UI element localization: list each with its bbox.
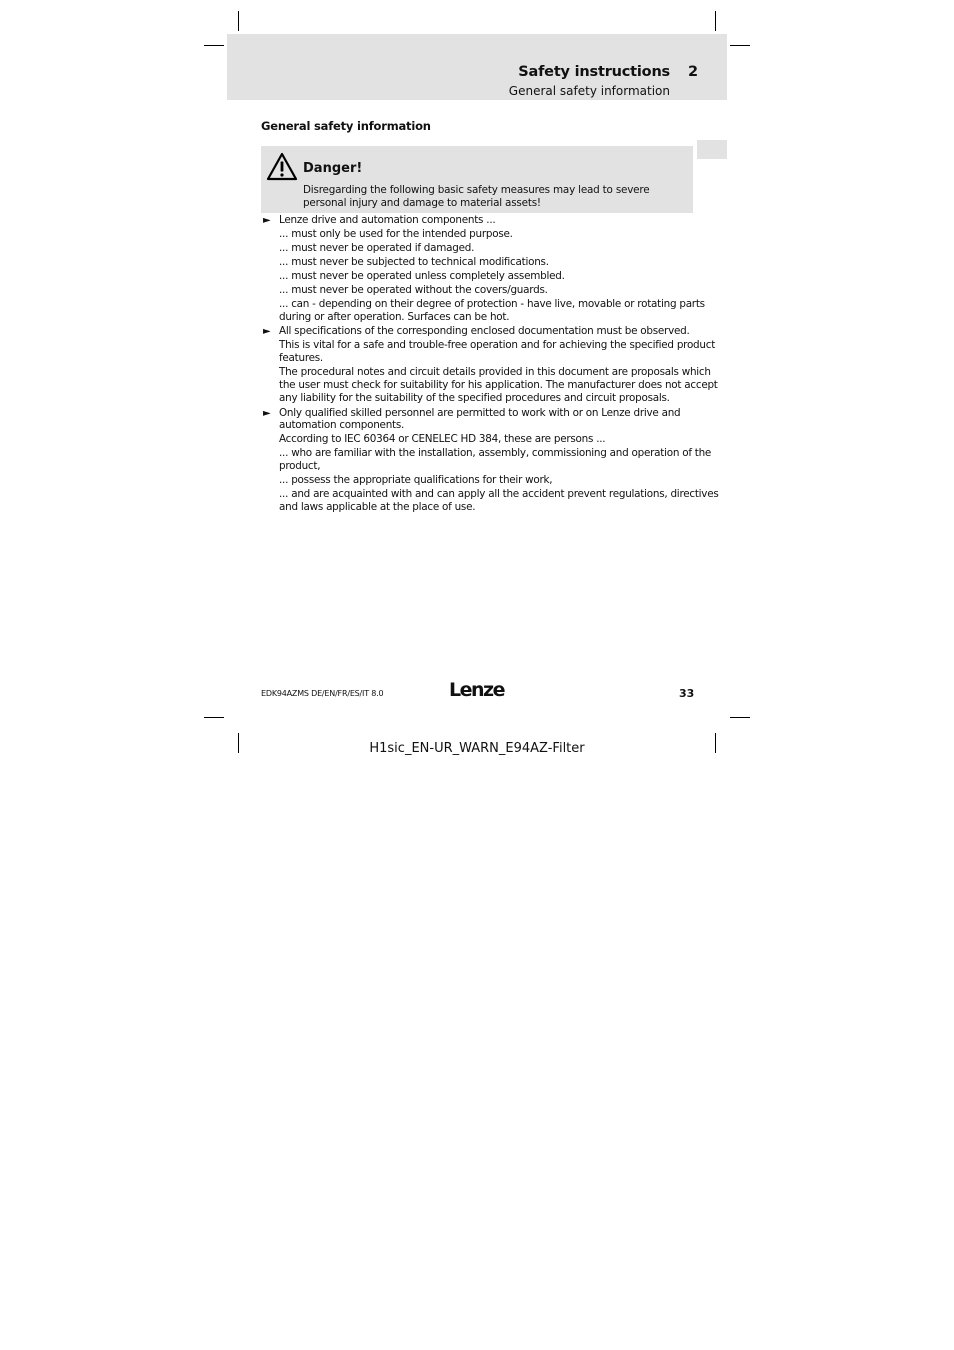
- chapter-number: 2: [688, 64, 699, 80]
- bullet-arrow-icon: ►: [263, 215, 271, 226]
- list-item-line: and laws applicable at the place of use.: [279, 501, 476, 513]
- list-item-line: ... must never be subjected to technical modifications.: [279, 256, 549, 268]
- file-label: H1sic_EN-UR_WARN_E94AZ-Filter: [369, 741, 585, 756]
- danger-text: Disregarding the following basic safety measures may lead to severe personal injury and damage to material assets!: [303, 184, 650, 209]
- list-item-line: According to IEC 60364 or CENELEC HD 384, these are persons ...: [279, 433, 606, 445]
- bullet-arrow-icon: ►: [263, 326, 271, 337]
- list-item-line: ... must never be operated unless completely assembled.: [279, 270, 565, 282]
- list-item-line: Lenze drive and automation components ...: [279, 214, 496, 226]
- danger-title: Danger!: [303, 161, 363, 176]
- list-item-line: features.: [279, 352, 323, 364]
- list-item-line: ... must never be operated without the covers/guards.: [279, 284, 548, 296]
- list-item-line: ... must never be operated if damaged.: [279, 242, 475, 254]
- list-item-line: Only qualified skilled personnel are permitted to work with or on Lenze drive and: [279, 407, 681, 419]
- page-number: 33: [679, 687, 695, 700]
- list-item-line: the user must check for suitability for his application. The manufacturer does not accept: [279, 379, 718, 391]
- list-item-line: any liability for the suitability of the specified procedures and circuit proposals.: [279, 392, 670, 404]
- bullet-arrow-icon: ►: [263, 408, 271, 419]
- footer-document-id: EDK94AZMS DE/EN/FR/ES/IT 8.0: [261, 689, 384, 698]
- crop-mark: [715, 11, 716, 31]
- warning-triangle-icon: [266, 152, 298, 182]
- section-heading: General safety information: [261, 119, 431, 133]
- lenze-logo: Lenze: [449, 679, 504, 701]
- list-item-line: All specifications of the corresponding enclosed documentation must be observed.: [279, 325, 690, 337]
- list-item-line: The procedural notes and circuit details provided in this document are proposals which: [279, 366, 711, 378]
- chapter-title: Safety instructions: [518, 64, 670, 80]
- crop-mark: [238, 11, 239, 31]
- crop-mark: [204, 45, 224, 46]
- chapter-side-tab: [697, 140, 727, 159]
- list-item-line: ... and are acquainted with and can apply all the accident prevent regulations, directives: [279, 488, 719, 500]
- list-item-line: automation components.: [279, 419, 405, 431]
- crop-mark: [204, 717, 224, 718]
- list-item-line: product,: [279, 460, 321, 472]
- chapter-subtitle: General safety information: [508, 84, 670, 98]
- list-item-line: ... can - depending on their degree of protection - have live, movable or rotating parts: [279, 298, 705, 310]
- list-item-line: during or after operation. Surfaces can be hot.: [279, 311, 510, 323]
- crop-mark: [730, 717, 750, 718]
- list-item-line: ... possess the appropriate qualifications for their work,: [279, 474, 553, 486]
- list-item-line: ... must only be used for the intended purpose.: [279, 228, 513, 240]
- list-item-line: This is vital for a safe and trouble-free operation and for achieving the specified product: [279, 339, 716, 351]
- list-item-line: ... who are familiar with the installation, assembly, commissioning and operation of the: [279, 447, 712, 459]
- crop-mark: [730, 45, 750, 46]
